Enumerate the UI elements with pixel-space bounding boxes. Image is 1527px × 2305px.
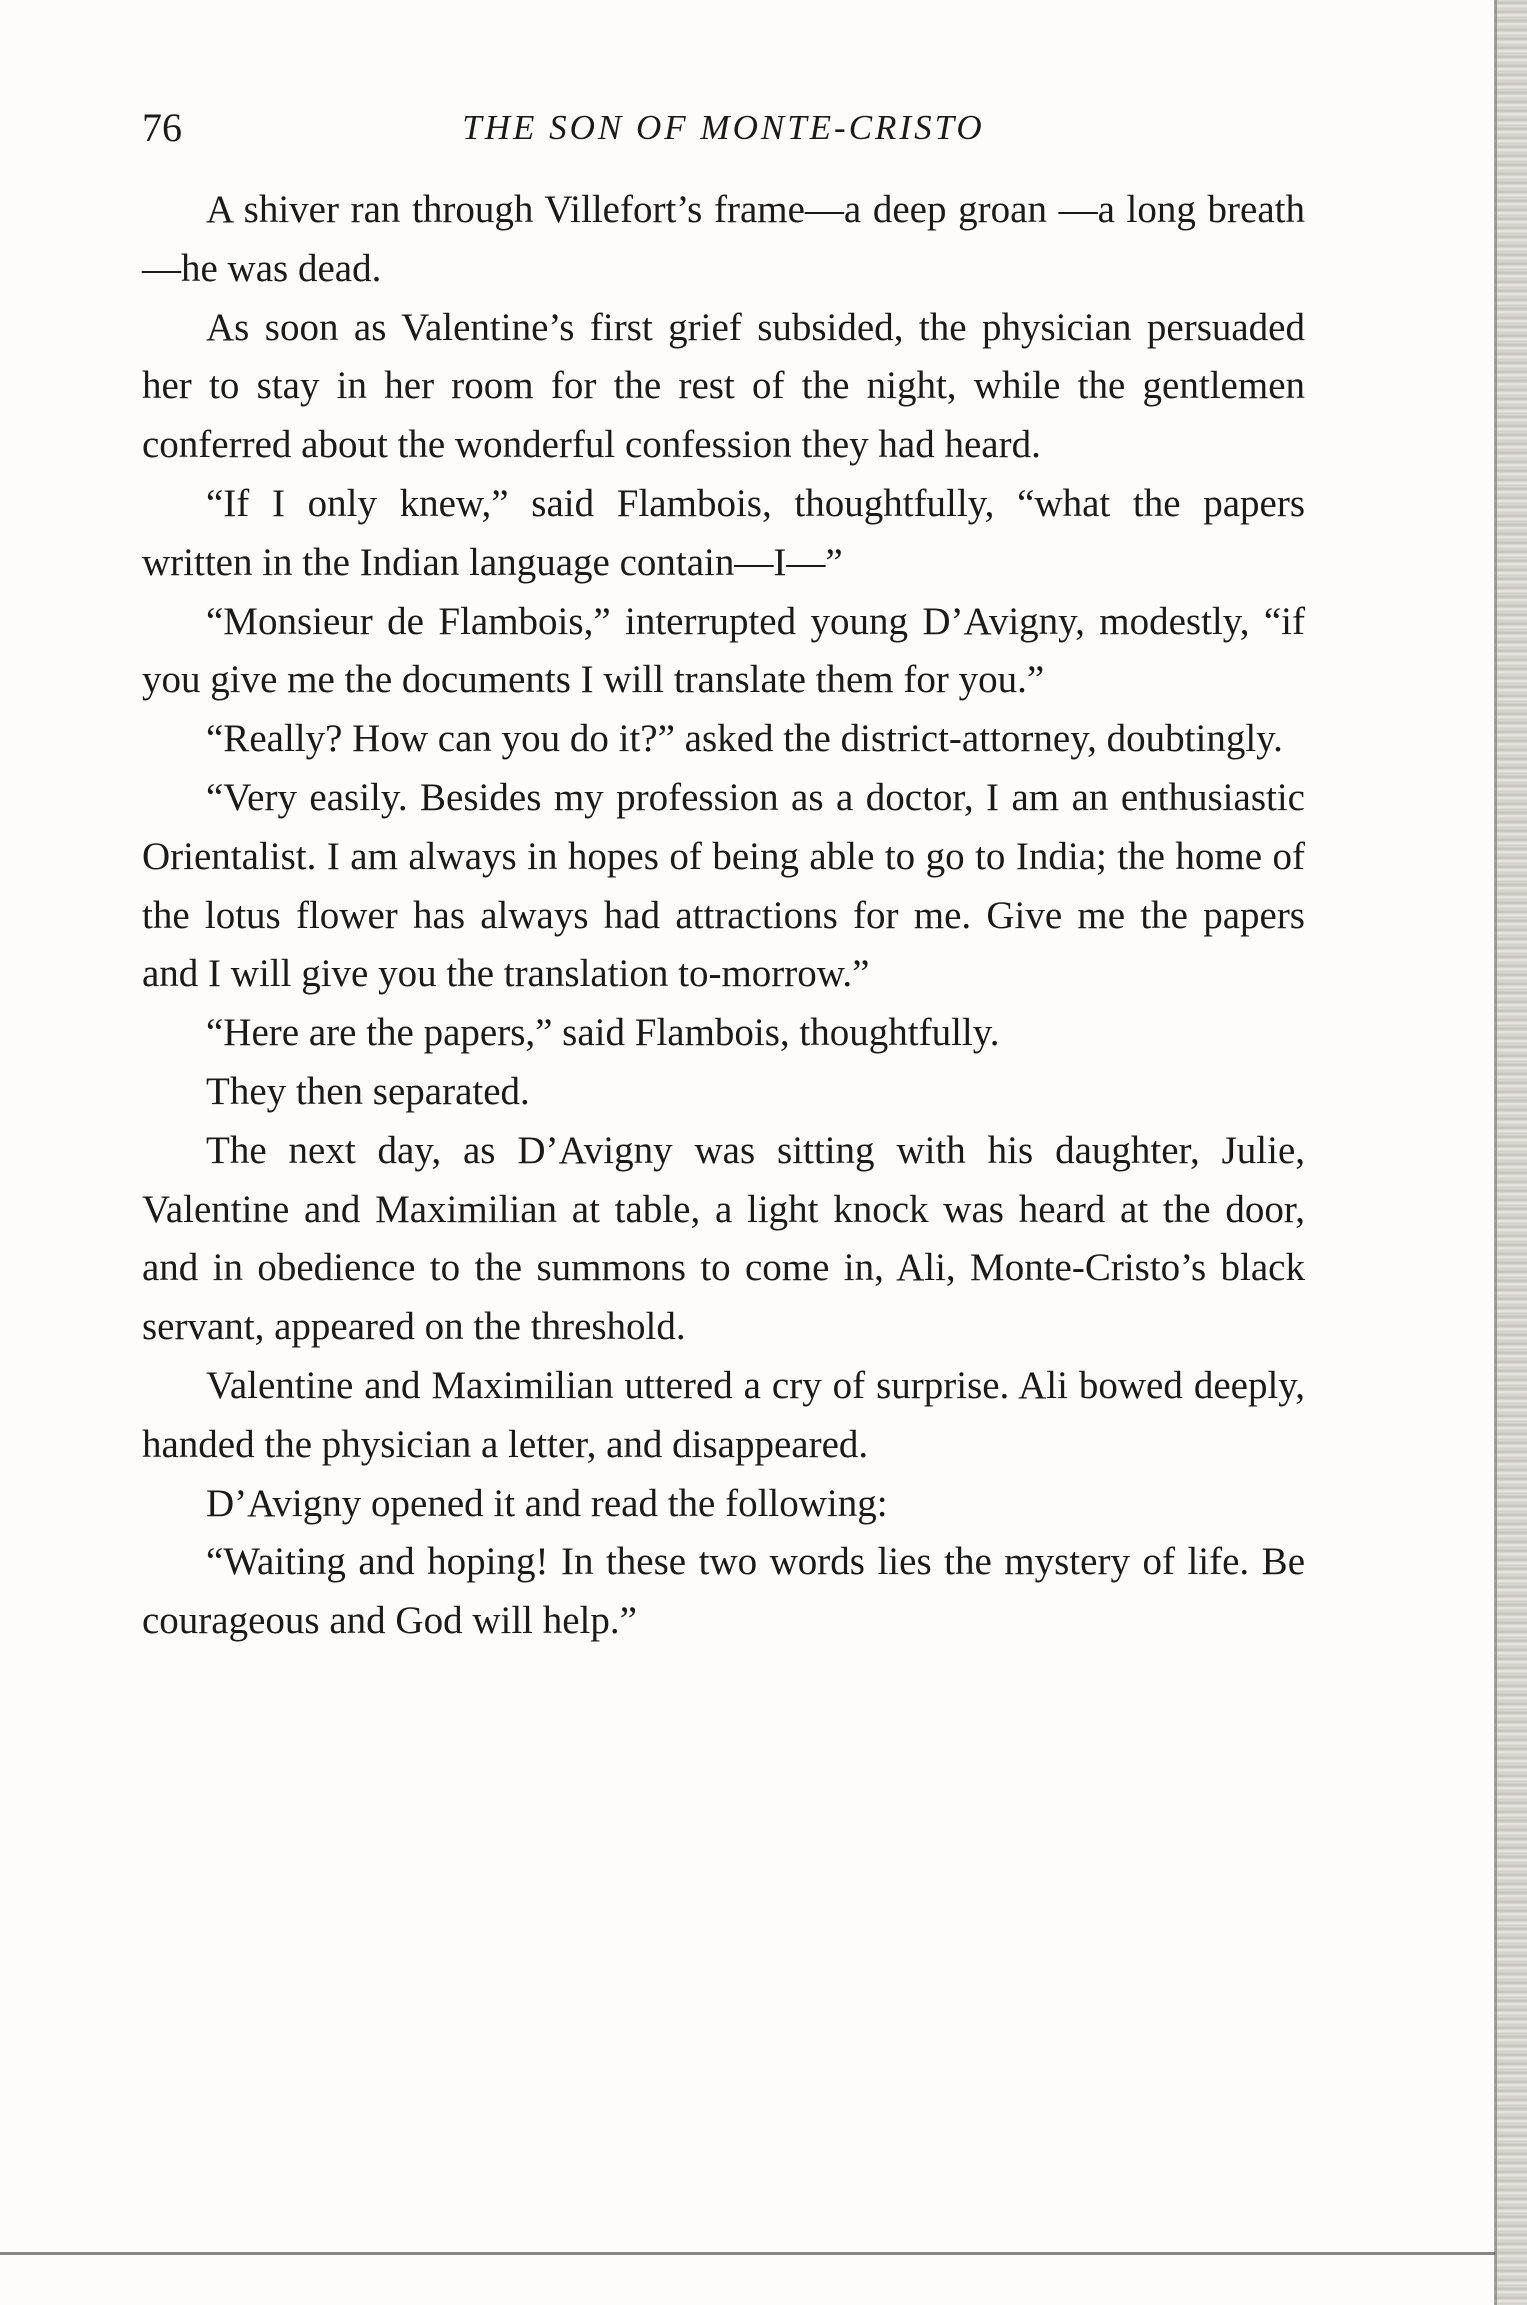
paragraph-letter-text: “Waiting and hoping! In these two words lies the mystery of life. Be courageous and God will help.” <box>142 1540 1305 1643</box>
paragraph-separated: They then separated. <box>206 1069 530 1113</box>
paragraph-valentine-grief: As soon as Valentine’s first grief subsided, the physician persuaded her to stay in her room for the rest of the night, while the gentlemen conferred about the wonderful confession they had heard. <box>142 305 1305 467</box>
running-title: THE SON OF MONTE-CRISTO <box>462 108 985 147</box>
page-edge-shadow <box>1495 0 1527 2305</box>
body-text <box>142 181 1305 1651</box>
paragraph-district-attorney: “Really? How can you do it?” asked the district-attorney, doubtingly. <box>206 717 1283 761</box>
page-edge-line <box>1494 0 1497 2305</box>
paragraph-surprise: Valentine and Maximilian uttered a cry of surprise. Ali bowed deeply, handed the physician a letter, and disappeared. <box>142 1363 1305 1466</box>
bottom-rule <box>0 2252 1495 2255</box>
page-number: 76 <box>142 105 182 150</box>
paragraph-letter-opened: D’Avigny opened it and read the following: <box>206 1481 888 1525</box>
paragraph-here-are-papers: “Here are the papers,” said Flambois, thoughtfully. <box>206 1011 1000 1055</box>
paragraph-villefort-death: A shiver ran through Villefort’s frame—a deep groan —a long breath—he was dead. <box>142 188 1305 290</box>
paragraph-next-day: The next day, as D’Avigny was sitting with his daughter, Julie, Valentine and Maximilian at table, a light knock was heard at the door, and in obedience to the summons to come in, Ali, Monte-Cristo’s black servant, appeared on the threshold. <box>142 1128 1305 1349</box>
paragraph-orientalist: “Very easily. Besides my profession as a doctor, I am an enthusiastic Orientalist. I am always in hopes of being able to go to India; the home of the lotus flower has always had attractions for me. Give me the papers and I will give you the translation to-morrow.” <box>142 775 1305 996</box>
page-header <box>142 98 1305 158</box>
paragraph-davigny-offer: “Monsieur de Flambois,” interrupted young D’Avigny, modestly, “if you give me the documents I will translate them for you.” <box>142 599 1305 702</box>
paragraph-flambois-question: “If I only knew,” said Flambois, thoughtfully, “what the papers written in the Indian language contain—I—” <box>142 481 1305 584</box>
